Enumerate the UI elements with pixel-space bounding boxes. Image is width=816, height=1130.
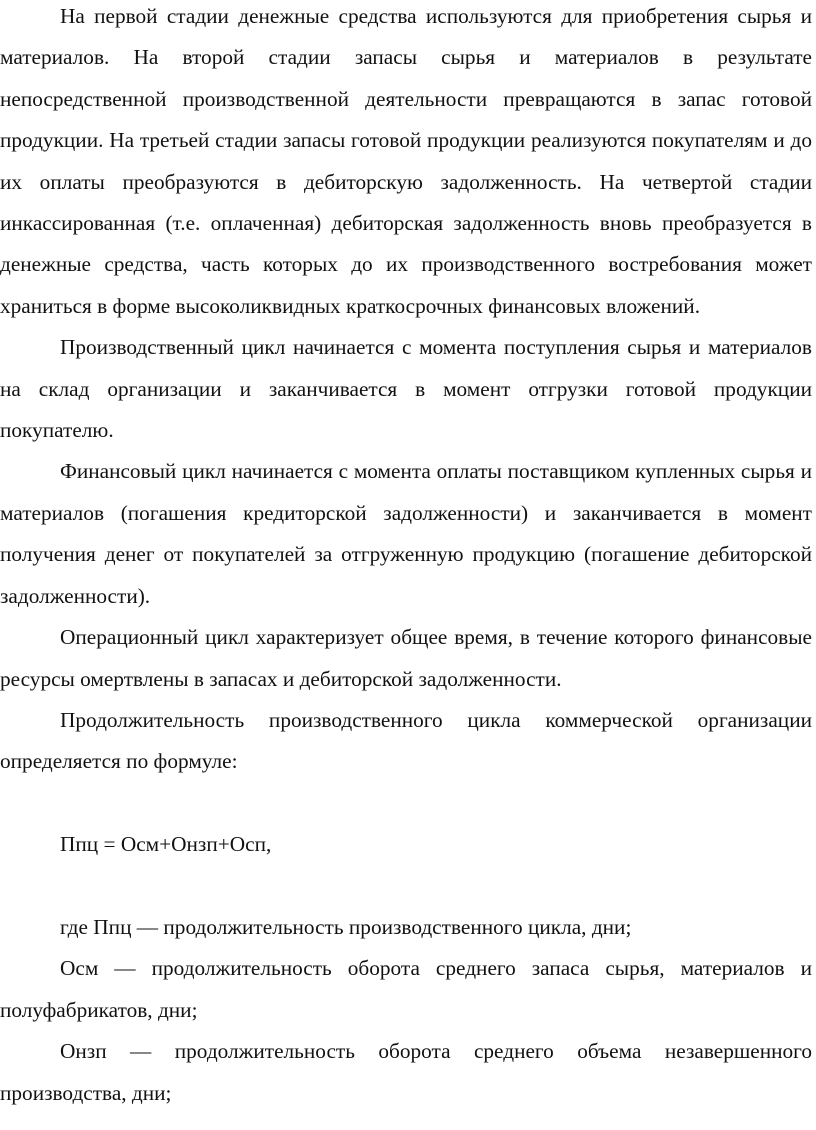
formula: Ппц = Осм+Онзп+Осп,	[60, 832, 272, 857]
definition-osm: Осм — продолжительность оборота среднего запаса сырья, материалов и полуфабрикатов, дни;	[0, 956, 812, 1022]
paragraph-financial-cycle: Финансовый цикл начинается с момента оплаты поставщиком купленных сырья и материалов (погашения кредиторской задолженности) и заканчивается в момент получения денег от покупателей за отгруженную продукцию (погашение дебиторской задолженности).	[0, 459, 812, 608]
paragraph-duration-intro: Продолжительность производственного цикла коммерческой организации определяется по формуле:	[0, 707, 812, 774]
paragraph-production-cycle: Производственный цикл начинается с момента поступления сырья и материалов на склад организации и заканчивается в момент отгрузки готовой продукции покупателю.	[0, 335, 812, 443]
paragraph-stages: На первой стадии денежные средства используются для приобретения сырья и материалов. На второй стадии запасы сырья и материалов в результате непосредственной производственной деятельности превращаются в запас готовой продукции. На третьей стадии запасы готовой продукции реализуются покупателям и до их оплаты преобразуются в дебиторскую задолженность. На четвертой стадии инкассированная (т.е. оплаченная) дебиторская задолженность вновь преобразуется в денежные средства, часть которых до их производственного востребования может храниться в форме высоколиквидных краткосрочных финансовых вложений.	[0, 4, 812, 318]
definition-onzp: Онзп — продолжительность оборота среднего объема незавершенного производства, дни;	[0, 1039, 812, 1105]
paragraph-operating-cycle: Операционный цикл характеризует общее время, в течение которого финансовые ресурсы омертвлены в запасах и дебиторской задолженности.	[0, 625, 812, 691]
definition-ppc: где Ппц — продолжительность производственного цикла, дни;	[60, 914, 632, 939]
